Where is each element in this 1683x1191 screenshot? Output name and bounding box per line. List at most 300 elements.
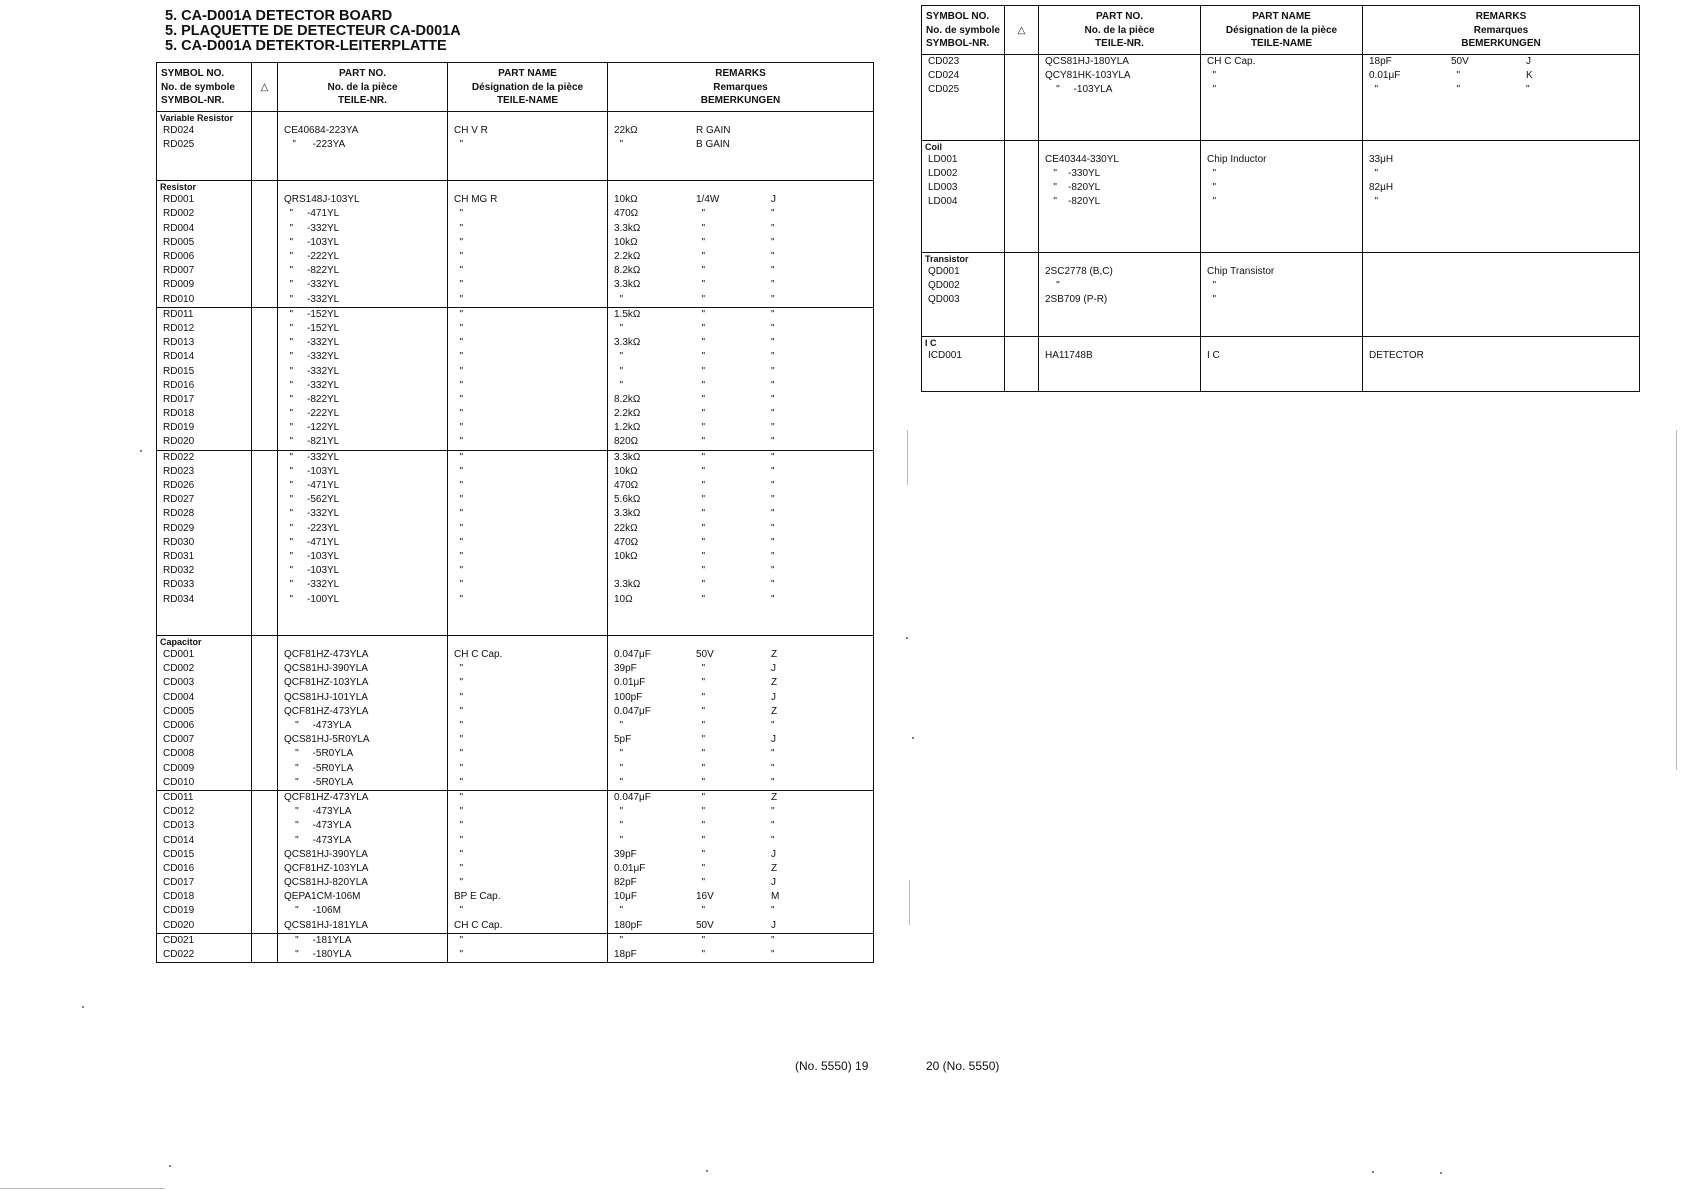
- symbol-no: CD016: [163, 862, 195, 874]
- row-group: [922, 140, 1640, 252]
- remarks: [608, 819, 873, 833]
- warning-triangle-icon: △: [1005, 6, 1039, 55]
- part-name: ": [454, 494, 464, 506]
- remark-value: 5pF: [614, 734, 632, 746]
- header-part-no: PART NO. No. de la pièce TEILE-NR.: [278, 63, 448, 112]
- part-no: " -820YL: [1045, 196, 1101, 208]
- category-label: Capacitor: [160, 637, 202, 648]
- part-no: " -332YL: [284, 293, 340, 305]
- remark-value: 0.01μF: [614, 862, 646, 874]
- remark-value: 0.047μF: [614, 791, 651, 803]
- remark-tolerance: J: [771, 877, 776, 889]
- part-no: QRS148J-103YL: [284, 194, 360, 206]
- symbol-no: RD023: [163, 465, 195, 477]
- remark-value: 39pF: [614, 848, 637, 860]
- part-no: " -332YL: [284, 579, 340, 591]
- remarks: [1363, 195, 1639, 209]
- symbol-no: CD012: [163, 806, 195, 818]
- part-name: ": [454, 776, 464, 788]
- symbol-no: RD020: [163, 436, 195, 448]
- remarks-column: [608, 790, 874, 933]
- part-name: CH V R: [454, 124, 488, 136]
- remarks-column: [1363, 252, 1640, 336]
- remark-tolerance: ": [771, 949, 775, 960]
- remark-value: 3.3kΩ: [614, 337, 641, 349]
- category-label: Resistor: [160, 182, 197, 193]
- remark-tolerance: ": [771, 236, 775, 248]
- symbol-no: CD025: [928, 83, 960, 95]
- warning-cell: [1005, 293, 1038, 307]
- spacer: [608, 181, 873, 193]
- remark-rating: ": [696, 293, 706, 305]
- table-row: [922, 252, 1640, 336]
- remarks: [608, 676, 873, 690]
- remark-value: ": [614, 905, 624, 917]
- blank-line: [1363, 209, 1639, 223]
- spacer: [1201, 253, 1362, 265]
- part-no: ": [1045, 280, 1060, 292]
- symbol-no: QD003: [928, 294, 960, 306]
- warning-cell: [252, 747, 277, 761]
- part-no-column: [278, 790, 448, 933]
- blank-line: [252, 607, 277, 621]
- part-no: " -103YL: [284, 465, 340, 477]
- part-name-column: [1201, 336, 1363, 392]
- part-name: ": [454, 934, 464, 946]
- warning-cell: [1005, 349, 1038, 363]
- part-name: CH MG R: [454, 194, 498, 206]
- remark-tolerance: ": [1526, 83, 1530, 95]
- remark-value: ": [614, 834, 624, 846]
- symbol-no: RD015: [163, 365, 195, 377]
- remark-rating: B GAIN: [696, 138, 730, 150]
- remark-rating: 50V: [1451, 55, 1469, 67]
- blank-line: [608, 607, 873, 621]
- remark-rating: ": [696, 208, 706, 220]
- warning-cell: [252, 733, 277, 747]
- warning-cell: [252, 719, 277, 733]
- part-no: QCF81HZ-473YLA: [284, 705, 369, 717]
- warning-cell: [252, 407, 277, 421]
- part-no: 2SB709 (P-R): [1045, 294, 1108, 306]
- symbol-no: CD015: [163, 848, 195, 860]
- spacer: [252, 181, 277, 193]
- row-group: [157, 636, 874, 791]
- symbol-no: RD025: [163, 138, 195, 150]
- remarks: [608, 536, 873, 550]
- page-number-right: 20 (No. 5550): [926, 1059, 1000, 1073]
- blank-line: [1039, 238, 1200, 252]
- warning-column: [252, 111, 278, 181]
- symbol-no: RD033: [163, 579, 195, 591]
- remark-value: ": [614, 365, 624, 377]
- remarks: [608, 336, 873, 350]
- spacer: [608, 636, 873, 648]
- part-name: ": [454, 593, 464, 605]
- remark-tolerance: Z: [771, 677, 778, 689]
- remarks: [608, 222, 873, 236]
- scan-artifact-dot: [140, 450, 142, 452]
- part-no: " -152YL: [284, 308, 340, 320]
- part-name: Chip Transistor: [1207, 265, 1275, 277]
- warning-cell: [252, 522, 277, 536]
- part-name: ": [454, 848, 464, 860]
- blank-line: [1201, 322, 1362, 336]
- remark-tolerance: ": [771, 265, 775, 277]
- remark-rating: ": [696, 351, 706, 363]
- part-no: " -821YL: [284, 436, 340, 448]
- warning-cell: [252, 250, 277, 264]
- remark-value: ": [614, 322, 624, 334]
- symbol-no: RD022: [163, 451, 195, 463]
- part-no: QCF81HZ-103YLA: [284, 677, 369, 689]
- part-no-column: [278, 307, 448, 450]
- remarks: [1363, 55, 1639, 69]
- part-no: HA11748B: [1045, 349, 1093, 361]
- part-no: " -106M: [284, 905, 341, 917]
- part-name: ": [454, 905, 464, 917]
- remarks: [608, 522, 873, 536]
- blank-line: [1363, 308, 1639, 322]
- remark-value: DETECTOR: [1369, 349, 1424, 361]
- spacer: [252, 112, 277, 124]
- blank-line: [1039, 224, 1200, 238]
- spacer: [278, 181, 447, 193]
- warning-cell: [252, 465, 277, 479]
- part-no: QEPA1CM-106M: [284, 891, 361, 903]
- remark-value: 82μH: [1369, 182, 1394, 193]
- part-name: ": [454, 293, 464, 305]
- remark-value: ": [614, 762, 624, 774]
- part-no: " -122YL: [284, 422, 340, 434]
- remark-value: ": [614, 806, 624, 818]
- remark-value: 18pF: [1369, 55, 1392, 67]
- remark-rating: ": [696, 251, 706, 262]
- part-name: ": [454, 379, 464, 391]
- warning-cell: [252, 207, 277, 221]
- part-no-column: [278, 111, 448, 181]
- remark-value: 10kΩ: [614, 236, 638, 248]
- page-number-left: (No. 5550) 19: [795, 1059, 869, 1073]
- symbol-column: [922, 140, 1005, 252]
- part-name: ": [1207, 182, 1217, 193]
- remark-value: 180pF: [614, 919, 643, 931]
- header-part-no: PART NO. No. de la pièce TEILE-NR.: [1039, 6, 1201, 55]
- spacer: [1039, 141, 1200, 153]
- remark-rating: ": [696, 862, 706, 874]
- symbol-no: CD024: [928, 69, 960, 81]
- symbol-no: RD002: [163, 208, 195, 220]
- scan-artifact-dot: [912, 737, 914, 739]
- symbol-no: RD026: [163, 480, 195, 491]
- warning-cell: [252, 791, 277, 805]
- table-row: [157, 790, 874, 933]
- blank-line: [448, 607, 607, 621]
- symbol-no: RD030: [163, 536, 195, 548]
- blank-line: [157, 607, 251, 621]
- part-name: ": [454, 337, 464, 349]
- warning-cell: [252, 278, 277, 292]
- blank-line: [278, 152, 447, 166]
- remark-value: ": [614, 934, 624, 946]
- remark-tolerance: ": [771, 337, 775, 349]
- remark-tolerance: ": [771, 393, 775, 405]
- remark-tolerance: ": [771, 536, 775, 548]
- remark-value: 22kΩ: [614, 124, 638, 136]
- remark-tolerance: ": [771, 222, 775, 234]
- blank-line: [1201, 125, 1362, 139]
- part-no: " -103YL: [284, 565, 340, 577]
- part-name-column: [448, 933, 608, 962]
- blank-line: [1005, 125, 1038, 139]
- spacer: [252, 636, 277, 648]
- remarks: [1363, 83, 1639, 97]
- remark-value: 10Ω: [614, 593, 633, 605]
- part-name: ": [454, 393, 464, 405]
- spacer: [1005, 141, 1038, 153]
- remark-rating: 50V: [696, 649, 714, 661]
- blank-line: [157, 152, 251, 166]
- part-no: " -5R0YLA: [284, 748, 354, 760]
- part-name: ": [454, 762, 464, 774]
- warning-cell: [252, 350, 277, 364]
- blank-line: [922, 224, 1004, 238]
- blank-line: [1363, 111, 1639, 125]
- remark-tolerance: ": [771, 408, 775, 420]
- warning-cell: [252, 124, 277, 138]
- part-name: ": [454, 834, 464, 846]
- blank-line: [1039, 363, 1200, 377]
- table-row: [157, 636, 874, 791]
- part-no: CE40684-223YA: [284, 124, 359, 136]
- spacer: [1039, 253, 1200, 265]
- part-no: " -332YL: [284, 337, 340, 349]
- remarks: [608, 350, 873, 364]
- remark-tolerance: ": [771, 508, 775, 520]
- header-part-name: PART NAME Désignation de la pièce TEILE-NAME: [448, 63, 608, 112]
- part-name: ": [454, 663, 464, 675]
- remark-tolerance: ": [771, 322, 775, 334]
- part-name-column: [1201, 252, 1363, 336]
- table-row: [157, 307, 874, 450]
- blank-line: [1039, 97, 1200, 111]
- remark-rating: ": [696, 776, 706, 788]
- remarks: [608, 705, 873, 719]
- blank-line: [1363, 238, 1639, 252]
- warning-cell: [252, 904, 277, 918]
- remark-tolerance: ": [771, 905, 775, 917]
- part-name: ": [454, 279, 464, 291]
- symbol-no: RD019: [163, 422, 195, 434]
- scan-artifact-dot: [706, 1170, 708, 1172]
- part-name: ": [454, 748, 464, 760]
- remark-value: ": [614, 820, 624, 832]
- remark-value: 470Ω: [614, 536, 639, 548]
- warning-column: [252, 636, 278, 791]
- remarks: [1363, 349, 1639, 363]
- part-no: QCF81HZ-473YLA: [284, 791, 369, 803]
- symbol-no: RD010: [163, 293, 195, 305]
- remark-value: 0.01μF: [1369, 69, 1401, 81]
- remark-tolerance: J: [771, 691, 776, 703]
- symbol-no: CD008: [163, 748, 195, 760]
- warning-cell: [252, 193, 277, 207]
- part-name-column: [448, 307, 608, 450]
- remarks: [608, 236, 873, 250]
- remark-rating: ": [696, 848, 706, 860]
- part-no: " -332YL: [284, 379, 340, 391]
- remark-rating: ": [696, 408, 706, 420]
- blank-line: [1201, 97, 1362, 111]
- symbol-no: RD001: [163, 194, 195, 206]
- part-name: ": [454, 877, 464, 889]
- remarks: [608, 876, 873, 890]
- blank-line: [448, 621, 607, 635]
- part-name: I C: [1207, 349, 1220, 361]
- blank-line: [1363, 322, 1639, 336]
- symbol-no: QD002: [928, 280, 960, 292]
- part-name-column: [448, 790, 608, 933]
- table-row: [157, 111, 874, 181]
- blank-line: [1039, 377, 1200, 391]
- symbol-no: CD021: [163, 934, 195, 946]
- part-no: QCY81HK-103YLA: [1045, 69, 1131, 81]
- part-no-column: [278, 636, 448, 791]
- remarks: [608, 278, 873, 292]
- spacer: [278, 112, 447, 124]
- scan-artifact-line: [907, 430, 908, 485]
- blank-line: [922, 308, 1004, 322]
- remark-rating: ": [696, 451, 706, 463]
- part-no: CE40344-330YL: [1045, 153, 1119, 165]
- part-name: ": [454, 677, 464, 689]
- warning-column: [252, 790, 278, 933]
- remarks-column: [1363, 54, 1640, 140]
- remarks: [608, 662, 873, 676]
- remark-value: 5.6kΩ: [614, 494, 641, 506]
- remark-rating: ": [696, 337, 706, 349]
- blank-line: [922, 238, 1004, 252]
- remark-rating: ": [696, 494, 706, 506]
- remark-value: 820Ω: [614, 436, 639, 448]
- remark-value: 0.01μF: [614, 677, 646, 689]
- symbol-no: LD001: [928, 153, 958, 165]
- remark-rating: ": [696, 536, 706, 548]
- part-no: " -223YA: [284, 138, 346, 150]
- part-no-column: [278, 933, 448, 962]
- part-name: ": [454, 465, 464, 477]
- symbol-no: QD001: [928, 265, 960, 277]
- remarks-column: [608, 181, 874, 308]
- remark-value: 0.047μF: [614, 705, 651, 717]
- remarks: [1363, 69, 1639, 83]
- blank-line: [448, 166, 607, 180]
- blank-line: [1201, 209, 1362, 223]
- remark-rating: ": [696, 379, 706, 391]
- symbol-no: RD009: [163, 279, 195, 291]
- remark-tolerance: ": [771, 565, 775, 577]
- remark-tolerance: ": [771, 251, 775, 262]
- warning-cell: [252, 236, 277, 250]
- remark-value: ": [1369, 196, 1379, 208]
- blank-line: [1039, 111, 1200, 125]
- part-name: ": [454, 550, 464, 562]
- blank-line: [1005, 238, 1038, 252]
- remark-tolerance: ": [771, 593, 775, 605]
- remark-rating: ": [696, 222, 706, 234]
- blank-line: [1201, 363, 1362, 377]
- blank-line: [1363, 125, 1639, 139]
- symbol-no: RD013: [163, 337, 195, 349]
- blank-line: [1201, 111, 1362, 125]
- part-no: " -223YL: [284, 522, 340, 534]
- remarks: [608, 776, 873, 790]
- remark-value: ": [614, 293, 624, 305]
- warning-cell: [1005, 181, 1038, 195]
- parts-table-left: [156, 62, 874, 963]
- spacer: [448, 636, 607, 648]
- part-name: ": [454, 365, 464, 377]
- warning-cell: [252, 493, 277, 507]
- blank-line: [608, 152, 873, 166]
- remarks: [608, 934, 873, 948]
- remark-tolerance: ": [771, 293, 775, 305]
- remark-rating: ": [696, 508, 706, 520]
- part-name: ": [454, 222, 464, 234]
- symbol-no: RD012: [163, 322, 195, 334]
- warning-cell: [252, 293, 277, 307]
- remark-rating: ": [696, 949, 706, 960]
- symbol-no: RD006: [163, 251, 195, 262]
- symbol-no: CD006: [163, 720, 195, 731]
- part-name: ": [454, 236, 464, 248]
- remarks: [1363, 293, 1639, 307]
- remark-rating: ": [696, 436, 706, 448]
- remarks: [1363, 153, 1639, 167]
- remark-rating: ": [696, 934, 706, 946]
- symbol-no: RD032: [163, 565, 195, 577]
- warning-cell: [252, 593, 277, 607]
- blank-line: [278, 166, 447, 180]
- part-no: " -103YL: [284, 550, 340, 562]
- warning-cell: [252, 934, 277, 948]
- part-name-column: [448, 111, 608, 181]
- remarks-column: [608, 933, 874, 962]
- remark-rating: ": [696, 322, 706, 334]
- blank-line: [1005, 322, 1038, 336]
- symbol-column: [922, 54, 1005, 140]
- part-no: QCF81HZ-473YLA: [284, 649, 369, 661]
- remarks: [608, 919, 873, 933]
- warning-cell: [252, 379, 277, 393]
- part-name: ": [454, 720, 464, 731]
- remark-tolerance: ": [771, 480, 775, 491]
- row-group: [157, 933, 874, 962]
- part-name: ": [454, 705, 464, 717]
- remark-value: ": [614, 776, 624, 788]
- remark-tolerance: ": [771, 834, 775, 846]
- remark-tolerance: ": [771, 208, 775, 220]
- blank-line: [1005, 308, 1038, 322]
- remark-value: 10kΩ: [614, 465, 638, 477]
- remarks: [608, 451, 873, 465]
- remarks-column: [1363, 336, 1640, 392]
- blank-line: [1363, 97, 1639, 111]
- part-no: " -5R0YLA: [284, 776, 354, 788]
- warning-cell: [252, 948, 277, 962]
- warning-cell: [252, 705, 277, 719]
- table-row: [922, 140, 1640, 252]
